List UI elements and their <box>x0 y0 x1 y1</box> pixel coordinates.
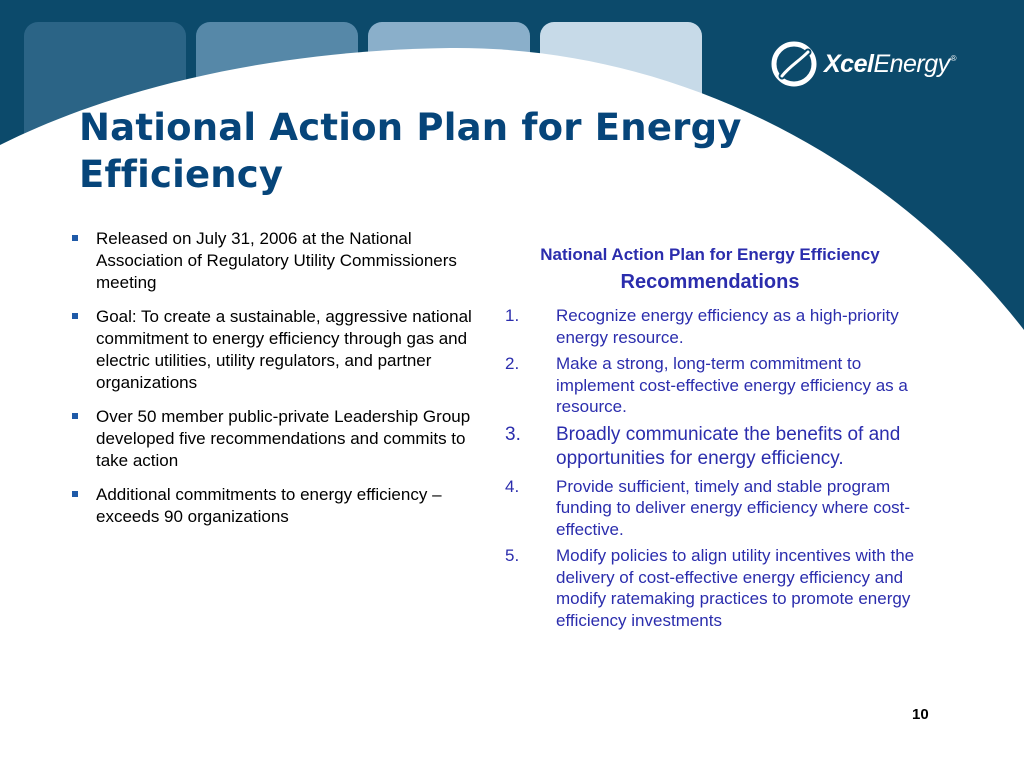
registered-mark: ® <box>950 53 957 63</box>
bullet-item <box>72 406 484 472</box>
recommendations-heading: National Action Plan for Energy Efficiency <box>540 245 880 264</box>
logo-word-energy: Energy <box>873 49 950 78</box>
bullet-text: Over 50 member public-private Leadership Group developed five recommendations and commits to take action <box>96 407 471 470</box>
square-bullet-icon <box>72 313 78 319</box>
recommendations-subheading: Recommendations <box>620 271 800 293</box>
recommendations-panel <box>500 244 920 636</box>
page-number: 10 <box>912 706 929 723</box>
xcel-swirl-icon <box>770 40 818 88</box>
bullet-text: Additional commitments to energy efficiency – exceeds 90 organizations <box>96 485 442 526</box>
left-bullet-list <box>72 228 484 540</box>
recommendation-item <box>500 476 920 541</box>
recommendation-text: Modify policies to align utility incentives with the delivery of cost-effective energy efficiency and modify ratemaking practices to promote energy efficiency investments <box>556 546 915 630</box>
recommendation-item <box>500 353 920 418</box>
recommendation-number: 2. <box>505 354 520 373</box>
square-bullet-icon <box>72 413 78 419</box>
recommendation-number: 5. <box>505 546 520 565</box>
slide-title: National Action Plan for Energy Efficiency <box>79 106 742 196</box>
recommendation-item <box>500 305 920 348</box>
recommendation-item <box>500 423 920 471</box>
recommendation-text: Broadly communicate the benefits of and opportunities for energy efficiency. <box>556 423 901 469</box>
recommendation-item <box>500 545 920 631</box>
recommendation-number: 1. <box>505 306 520 325</box>
bullet-item <box>72 306 484 394</box>
square-bullet-icon <box>72 491 78 497</box>
square-bullet-icon <box>72 235 78 241</box>
xcel-energy-logo <box>770 40 956 88</box>
recommendation-text: Make a strong, long-term commitment to implement cost-effective energy efficiency as a resource. <box>556 354 908 416</box>
bullet-text: Released on July 31, 2006 at the National Association of Regulatory Utility Commissioners meeting <box>96 229 457 292</box>
recommendation-text: Recognize energy efficiency as a high-priority energy resource. <box>556 306 899 347</box>
bullet-item <box>72 228 484 294</box>
recommendation-text: Provide sufficient, timely and stable program funding to deliver energy efficiency where cost-effective. <box>556 476 911 539</box>
bullet-item <box>72 484 484 528</box>
recommendation-number: 4. <box>505 476 520 496</box>
recommendation-number: 3. <box>505 423 521 445</box>
recommendations-list <box>500 305 920 631</box>
logo-word-xcel: Xcel <box>824 49 874 78</box>
bullet-text: Goal: To create a sustainable, aggressive national commitment to energy efficiency through gas and electric utilities, utility regulators, and partner organizations <box>96 307 472 392</box>
